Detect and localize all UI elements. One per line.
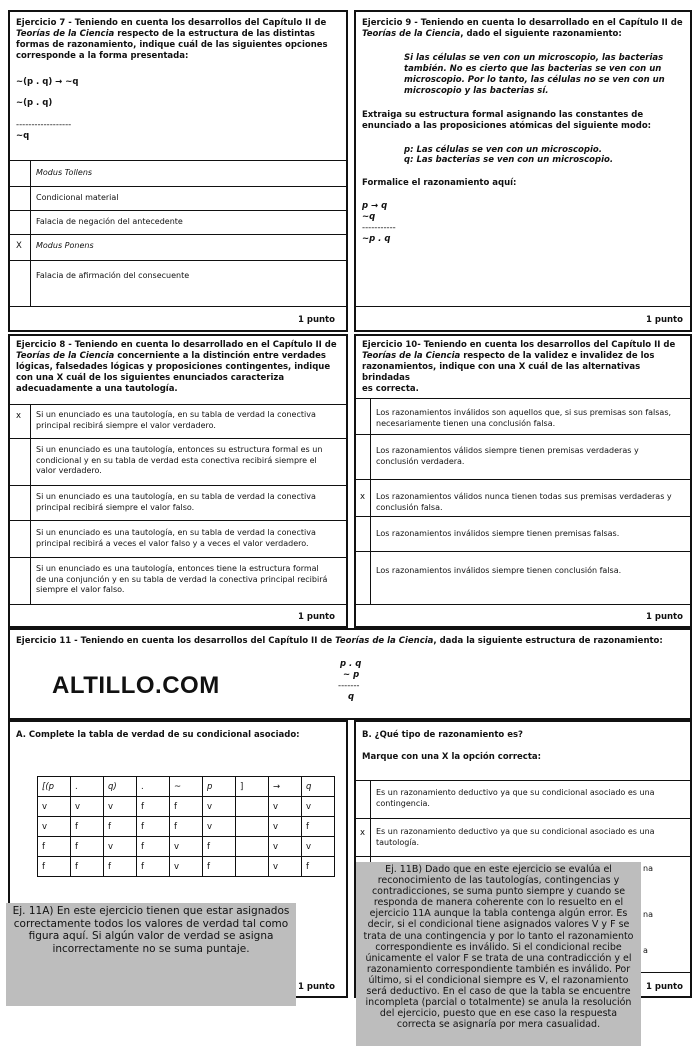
ej7-title: Ejercicio 7 - Teniendo en cuenta los desarrollos del Capítulo II de Teorías de la Ciencia respecto de la estructura de las distintas formas de razonamiento, indique cuál de las siguientes opciones corresponde a la forma presentada: [16, 18, 328, 61]
ej10-option-3[interactable]: Los razonamientos válidos nunca tienen todas sus premisas verdaderas y conclusión falsa. [376, 492, 672, 512]
ej10-option-1[interactable]: Los razonamientos inválidos son aquellos que, si sus premisas son falsas, necesariamente tienen una conclusión falsa. [376, 408, 672, 428]
ej8-row-line [8, 438, 348, 439]
tt-cell[interactable]: v [302, 797, 335, 817]
ej10-option-4[interactable]: Los razonamientos inválidos siempre tienen premisas falsas. [376, 529, 620, 538]
tt-cell[interactable]: f [71, 817, 104, 837]
ej11b-option-3-fragment[interactable]: na [643, 864, 653, 873]
ej10-punto: 1 punto [646, 612, 683, 622]
tt-cell[interactable]: v [269, 837, 302, 857]
tt-cell[interactable]: v [71, 797, 104, 817]
tt-cell[interactable]: f [137, 857, 170, 877]
tt-cell[interactable]: f [203, 857, 236, 877]
truth-table-row [38, 857, 335, 877]
tt-cell: p [203, 777, 236, 797]
ej8-mark-x: x [16, 411, 22, 421]
ej7-row-line [8, 306, 348, 307]
ej10-mark-column [370, 398, 371, 604]
ej9-divider [354, 306, 692, 307]
tt-cell[interactable]: v [269, 797, 302, 817]
ej11b-row-line [354, 856, 692, 857]
ej11a-title: A. Complete la tabla de verdad de su condicional asociado: [16, 730, 300, 740]
ej11-structure-3: q [348, 692, 355, 702]
ej8-option-5[interactable]: Si un enunciado es una tautología, entonces tiene la estructura formal de una conjunción y en su tabla de verdad la conectiva principal recibirá siempre el valor falso. [36, 564, 328, 594]
tt-cell[interactable] [236, 817, 269, 837]
tt-cell[interactable]: f [302, 857, 335, 877]
tt-cell: ] [236, 777, 269, 797]
ej10-option-2[interactable]: Los razonamientos válidos siempre tienen premisas verdaderas y conclusión verdadera. [376, 446, 639, 466]
ej9-extract: Extraiga su estructura formal asignando las constantes de enunciado a las proposiciones atómicas del siguiente modo: [362, 110, 652, 131]
ej8-punto: 1 punto [298, 612, 335, 622]
ej11-structure-1: p . q [340, 659, 362, 669]
note-11b: Ej. 11B) Dado que en este ejercicio se evalúa el reconocimiento de las tautologías, contingencias y contradicciones, se suma punto siempre y cuando se responda de manera coherente con lo resuelto en el ejercicio 11A aunque la tabla contenga algún error. Es decir, si el condicional tiene asignados valores V y F se trata de una contingencia y por lo tanto el razonamiento correspondiente es inválido. Si el condicional recibe únicamente el valor F se trata de una contradicción y el razonamiento correspondiente también es inválido. Por último, si el condicional siempre es V, el razonamiento será deductivo. En el caso de que la tabla se encuentre incompleta (parcial o totalmente) se anula la resolución del ejercicio, puesto que en ese caso la respuesta correcta se asignaría por mera casualidad. [356, 862, 641, 1046]
ej7-row-line [8, 186, 348, 187]
ej8-row-line [8, 557, 348, 558]
ej9-q: q: Las bacterias se ven con un microscopio. [404, 155, 614, 165]
truth-table [37, 776, 335, 877]
tt-cell[interactable]: f [104, 817, 137, 837]
ej11b-divider [354, 780, 692, 781]
truth-table-row [38, 817, 335, 837]
ej8-option-3[interactable]: Si un enunciado es una tautología, en su tabla de verdad la conectiva principal recibirá siempre el valor falso. [36, 492, 316, 512]
ej7-mark-column [30, 160, 31, 306]
tt-cell[interactable]: f [170, 797, 203, 817]
tt-cell: ~ [170, 777, 203, 797]
ej10-row-line [354, 434, 692, 435]
ej7-row-line [8, 260, 348, 261]
tt-cell[interactable]: v [104, 797, 137, 817]
tt-cell: q) [104, 777, 137, 797]
tt-cell[interactable]: f [71, 837, 104, 857]
truth-table-row [38, 837, 335, 857]
ej9-quote: Si las células se ven con un microscopio, las bacterias también. No es cierto que las bacterias se ven con un microscopio. Por lo tanto, las células no se ven con un microscopio y las bacterias sí. [404, 53, 665, 96]
tt-cell[interactable]: v [38, 797, 71, 817]
tt-cell[interactable]: f [104, 857, 137, 877]
ej9-r1: p → q [362, 201, 388, 211]
ej10-row-line [354, 551, 692, 552]
ej7-row-line [8, 210, 348, 211]
ej7-divider [8, 160, 348, 161]
ej8-title: Ejercicio 8 - Teniendo en cuenta lo desarrollado en el Capítulo II de Teorías de la Ciencia concerniente a la distinción entre verdades lógicas, falsedades lógicas y proposiciones contingentes, indique con una X cuál de los siguientes enunciados caracteriza adecuadamente a una tautología. [16, 340, 337, 394]
tt-cell[interactable] [236, 797, 269, 817]
ej10-mark-x: x [360, 492, 366, 502]
tt-cell[interactable] [236, 857, 269, 877]
tt-cell: → [269, 777, 302, 797]
tt-cell[interactable]: f [302, 817, 335, 837]
ej7-option-condicional-material[interactable]: Condicional material [36, 193, 119, 202]
ej9-title: Ejercicio 9 - Teniendo en cuenta lo desarrollado en el Capítulo II de Teorías de la Ciencia, dado el siguiente razonamiento: [362, 18, 683, 39]
ej8-row-line [8, 485, 348, 486]
tt-cell[interactable]: f [137, 837, 170, 857]
ej10-title: Ejercicio 10- Teniendo en cuenta los desarrollos del Capítulo II de Teorías de la Ciencia respecto de la validez e invalidez de los razonamientos, indique con una X cuál de las alternativas brindadas es correcta. [362, 340, 676, 394]
ej11b-option-4-fragment[interactable]: na [643, 910, 653, 919]
tt-cell[interactable]: v [203, 817, 236, 837]
ej11-title: Ejercicio 11 - Teniendo en cuenta los desarrollos del Capítulo II de Teorías de la Ciencia, dada la siguiente estructura de razonamiento: [16, 636, 663, 646]
tt-cell: . [71, 777, 104, 797]
ej10-option-5[interactable]: Los razonamientos inválidos siempre tienen conclusión falsa. [376, 566, 622, 575]
ej9-r4: ~p . q [362, 234, 391, 244]
tt-cell[interactable]: v [38, 817, 71, 837]
truth-table-row [38, 797, 335, 817]
ej7-punto: 1 punto [298, 315, 335, 325]
tt-cell[interactable]: f [38, 837, 71, 857]
truth-table-header-row [38, 777, 335, 797]
tt-cell[interactable]: v [170, 857, 203, 877]
ej7-row-line [8, 234, 348, 235]
tt-cell[interactable]: v [269, 857, 302, 877]
tt-cell: . [137, 777, 170, 797]
ej11b-option-1[interactable]: Es un razonamiento deductivo ya que su condicional asociado es una contingencia. [376, 788, 655, 808]
ej9-r2: ~q [362, 212, 376, 222]
altillo-watermark: ALTILLO.COM [52, 672, 220, 699]
ej7-formula-2: ~(p . q) [16, 98, 53, 108]
ej7-formula-line: ------------------ [16, 120, 72, 130]
ej9-r3: ----------- [362, 223, 396, 233]
ej10-row-line [354, 516, 692, 517]
ej7-formula-1: ~(p . q) → ~q [16, 77, 79, 87]
ej11b-subtitle: Marque con una X la opción correcta: [362, 752, 542, 762]
ej11-structure-line: ------- [338, 681, 360, 691]
tt-cell[interactable]: v [269, 817, 302, 837]
tt-cell[interactable]: f [137, 797, 170, 817]
tt-cell[interactable]: f [203, 837, 236, 857]
ej9-punto: 1 punto [646, 315, 683, 325]
ej8-divider [8, 404, 348, 405]
ej11b-punto: 1 punto [646, 982, 683, 992]
tt-cell: [(p [38, 777, 71, 797]
ej9-p: p: Las células se ven con un microscopio. [404, 145, 602, 155]
ej7-option-falacia-negacion[interactable]: Falacia de negación del antecedente [36, 217, 183, 226]
ej7-mark-x: X [16, 241, 22, 251]
ej11a-punto: 1 punto [298, 982, 335, 992]
ej11b-option-5-fragment[interactable]: a [643, 946, 648, 955]
ej11b-mark-x: x [360, 828, 366, 838]
note-11a: Ej. 11A) En este ejercicio tienen que estar asignados correctamente todos los valores de verdad tal como figura aquí. Si algún valor de verdad se asigna incorrectamente no se suma puntaje. [6, 903, 296, 1006]
ej8-option-2[interactable]: Si un enunciado es una tautología, entonces su estructura formal es un condicional y en su tabla de verdad esta conectiva recibirá siempre el valor verdadero. [36, 445, 323, 475]
ej7-option-falacia-afirmacion[interactable]: Falacia de afirmación del consecuente [36, 271, 190, 280]
ej10-divider [354, 398, 692, 399]
ej8-option-4[interactable]: Si un enunciado es una tautología, en su tabla de verdad la conectiva principal recibirá a veces el valor falso y a veces el valor verdadero. [36, 528, 316, 548]
ej11b-title: B. ¿Qué tipo de razonamiento es? [362, 730, 523, 740]
ej8-mark-column [30, 404, 31, 604]
ej7-option-modus-ponens[interactable]: Modus Ponens [36, 241, 94, 250]
tt-cell[interactable]: f [38, 857, 71, 877]
ej8-option-1[interactable]: Si un enunciado es una tautología, en su tabla de verdad la conectiva principal recibirá siempre el valor verdadero. [36, 410, 316, 430]
tt-cell[interactable]: f [71, 857, 104, 877]
tt-cell[interactable]: v [203, 797, 236, 817]
ej10-row-line [354, 604, 692, 605]
ej11-structure-2: ~ p [343, 670, 360, 680]
tt-cell[interactable]: v [302, 837, 335, 857]
tt-cell[interactable]: v [104, 837, 137, 857]
tt-cell[interactable]: f [170, 817, 203, 837]
ej10-row-line [354, 479, 692, 480]
ej11b-row-line [354, 818, 692, 819]
tt-cell[interactable]: f [137, 817, 170, 837]
ej8-row-line [8, 520, 348, 521]
ej9-formalice: Formalice el razonamiento aquí: [362, 178, 517, 188]
ej7-option-modus-tollens[interactable]: Modus Tollens [36, 168, 93, 177]
tt-cell[interactable] [236, 837, 269, 857]
ej11b-option-2[interactable]: Es un razonamiento deductivo ya que su condicional asociado es una tautología. [376, 827, 655, 847]
ej7-formula-3: ~q [16, 131, 30, 141]
tt-cell[interactable]: v [170, 837, 203, 857]
ej8-row-line [8, 604, 348, 605]
tt-cell: q [302, 777, 335, 797]
